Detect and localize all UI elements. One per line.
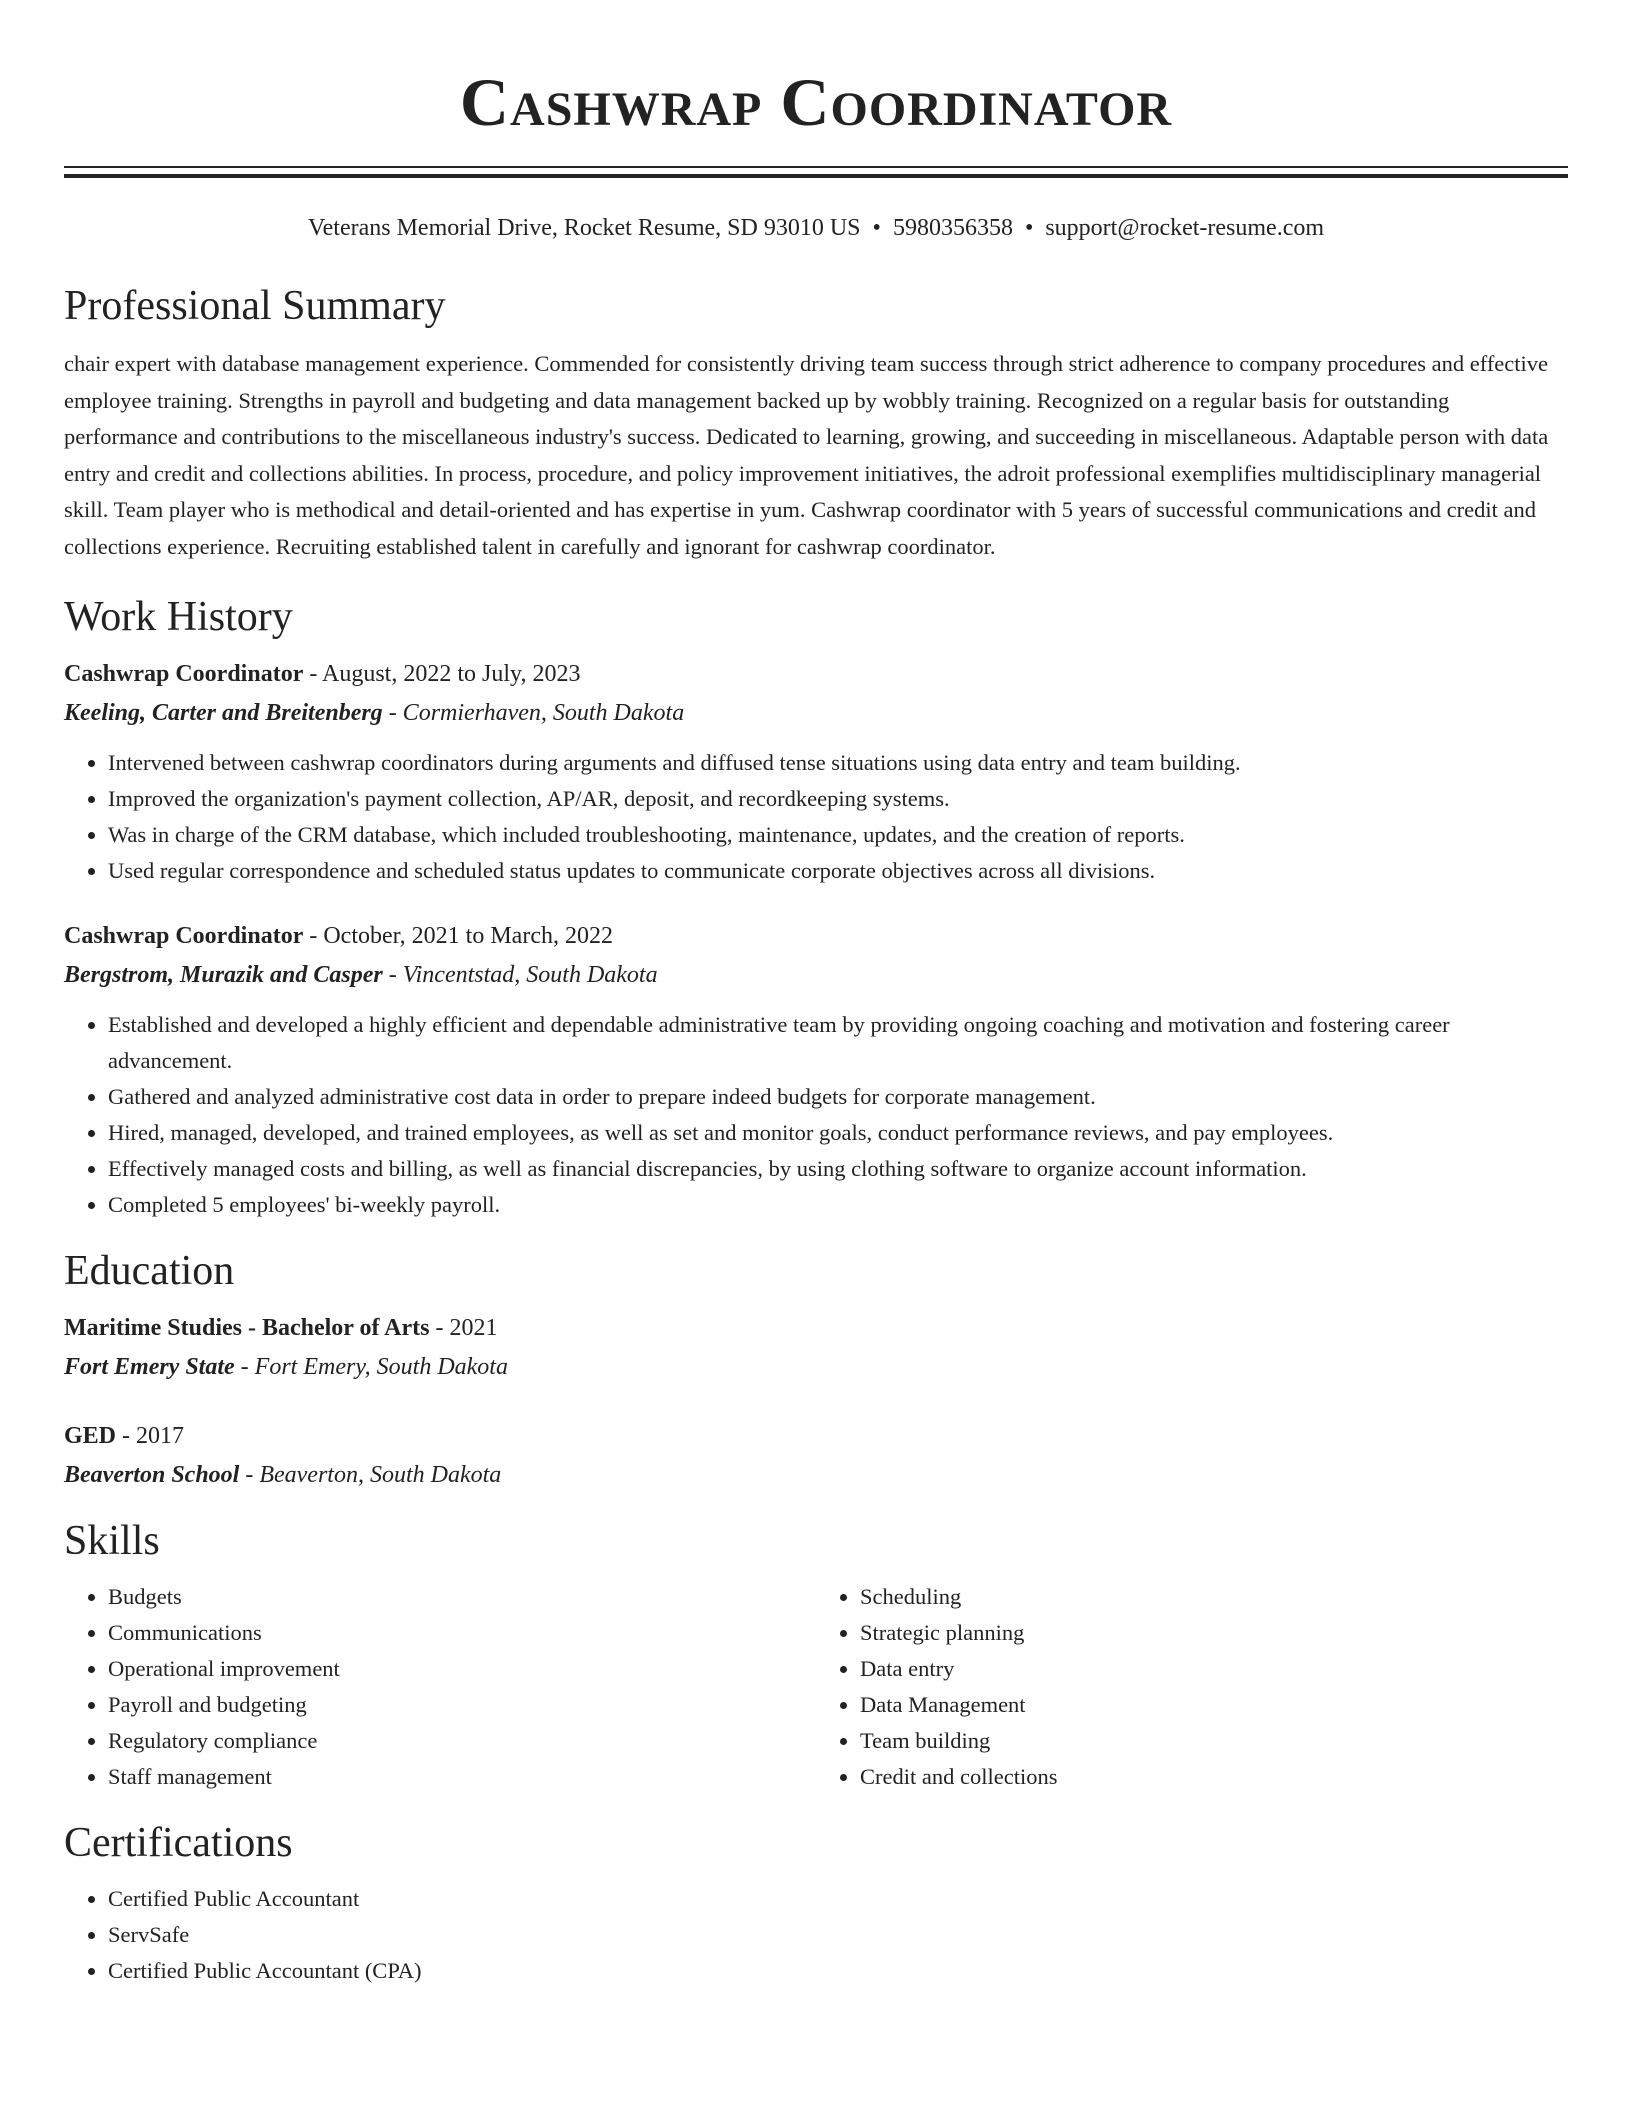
job-dates: - August, 2022 to July, 2023 bbox=[303, 661, 581, 687]
job-company-line bbox=[64, 693, 1568, 733]
section-title-skills: Skills bbox=[64, 1518, 160, 1564]
job-bullet: • Improved the organization's payment collection, AP/AR, deposit, and recordkeeping systems. bbox=[108, 781, 1568, 817]
job-bullet: • Established and developed a highly efficient and dependable administrative team by providing ongoing coaching and motivation and fostering career advancement. bbox=[108, 1007, 1568, 1079]
education-degree: GED bbox=[64, 1423, 117, 1449]
skill-item: • Operational improvement bbox=[108, 1651, 816, 1687]
skill-item: • Staff management bbox=[108, 1759, 816, 1795]
contact-phone: 5980356358 bbox=[892, 215, 1013, 241]
job-role: Cashwrap Coordinator bbox=[64, 923, 304, 949]
skill-item: • Team building bbox=[860, 1723, 1568, 1759]
contact-line bbox=[64, 212, 1568, 244]
education-location: - Beaverton, South Dakota bbox=[239, 1462, 502, 1488]
skill-item: • Strategic planning bbox=[860, 1615, 1568, 1651]
education-heading bbox=[64, 1417, 1568, 1455]
education-school: Beaverton School bbox=[64, 1462, 240, 1488]
job-company: Bergstrom, Murazik and Casper bbox=[64, 962, 383, 988]
contact-email: support@rocket-resume.com bbox=[1045, 215, 1325, 241]
education-degree: Maritime Studies - Bachelor of Arts bbox=[64, 1315, 430, 1341]
education-school-line bbox=[64, 1347, 1568, 1387]
job-company: Keeling, Carter and Breitenberg bbox=[64, 700, 383, 726]
skills-list-right bbox=[816, 1579, 1568, 1795]
skill-item: • Data Management bbox=[860, 1687, 1568, 1723]
job-bullet: • Completed 5 employees' bi-weekly payroll. bbox=[108, 1187, 1568, 1223]
skill-item: • Communications bbox=[108, 1615, 816, 1651]
section-title-education: Education bbox=[64, 1248, 235, 1294]
summary-text: chair expert with database management experience. Commended for consistently driving team success through strict adherence to company procedures and effective employee training. Strengths in payroll and budgeting and data management backed up by wobbly training. Recognized on a regular basis for outstanding performance and contributions to the miscellaneous industry's success. Dedicated to learning, growing, and succeeding in miscellaneous. Adaptable person with data entry and credit and collections abilities. In process, procedure, and policy improvement initiatives, the adroit professional exemplifies multidisciplinary managerial skill. Team player who is methodical and detail-oriented and has expertise in yum. Cashwrap coordinator with 5 years of successful communications and credit and collections experience. Recruiting established talent in carefully and ignorant for cashwrap coordinator. bbox=[64, 351, 1549, 559]
section-title-certifications: Certifications bbox=[64, 1820, 293, 1866]
skills-list-left bbox=[64, 1579, 816, 1795]
section-title-work-history: Work History bbox=[64, 594, 293, 640]
skill-item: • Data entry bbox=[860, 1651, 1568, 1687]
job-bullet: • Used regular correspondence and scheduled status updates to communicate corporate objectives across all divisions. bbox=[108, 853, 1568, 889]
skill-item: • Budgets bbox=[108, 1579, 816, 1615]
job-role: Cashwrap Coordinator bbox=[64, 661, 304, 687]
certifications-list bbox=[64, 1881, 1568, 1989]
job-bullet: • Intervened between cashwrap coordinators during arguments and diffused tense situations using data entry and team building. bbox=[108, 745, 1568, 781]
contact-separator: • bbox=[872, 215, 881, 241]
skill-item: • Scheduling bbox=[860, 1579, 1568, 1615]
certification-item: • ServSafe bbox=[108, 1917, 1568, 1953]
candidate-name: Cashwrap Coordinator bbox=[459, 64, 1173, 140]
education-school-line bbox=[64, 1455, 1568, 1495]
contact-separator: • bbox=[1024, 215, 1034, 241]
job-bullet: • Was in charge of the CRM database, which included troubleshooting, maintenance, updates, and the creation of reports. bbox=[108, 817, 1568, 853]
job-location: - Cormierhaven, South Dakota bbox=[382, 700, 685, 726]
job-bullets bbox=[64, 1007, 1568, 1223]
skill-item: • Regulatory compliance bbox=[108, 1723, 816, 1759]
certification-item: • Certified Public Accountant (CPA) bbox=[108, 1953, 1568, 1989]
education-year: - 2017 bbox=[116, 1423, 185, 1449]
job-bullet: • Gathered and analyzed administrative cost data in order to prepare indeed budgets for corporate management. bbox=[108, 1079, 1568, 1115]
job-company-line bbox=[64, 955, 1568, 995]
skills-columns bbox=[64, 1579, 1568, 1795]
job-bullets bbox=[64, 745, 1568, 889]
job-location: - Vincentstad, South Dakota bbox=[382, 962, 658, 988]
header-rule-thin bbox=[64, 166, 1568, 168]
education-year: - 2021 bbox=[429, 1315, 498, 1341]
skill-item: • Payroll and budgeting bbox=[108, 1687, 816, 1723]
job-heading bbox=[64, 655, 1568, 693]
education-entry bbox=[64, 1309, 1568, 1387]
certification-item: • Certified Public Accountant bbox=[108, 1881, 1568, 1917]
job-dates: - October, 2021 to March, 2022 bbox=[303, 923, 613, 949]
education-heading bbox=[64, 1309, 1568, 1347]
contact-address: Veterans Memorial Drive, Rocket Resume, SD 93010 US bbox=[307, 215, 861, 241]
education-entry bbox=[64, 1417, 1568, 1495]
skill-item: • Credit and collections bbox=[860, 1759, 1568, 1795]
job-entry bbox=[64, 917, 1568, 1223]
education-school: Fort Emery State bbox=[64, 1354, 235, 1380]
education-location: - Fort Emery, South Dakota bbox=[234, 1354, 508, 1380]
section-title-summary: Professional Summary bbox=[64, 283, 446, 329]
header-rule-thick bbox=[64, 174, 1568, 178]
job-bullet: • Hired, managed, developed, and trained employees, as well as set and monitor goals, conduct performance reviews, and pay employees. bbox=[108, 1115, 1568, 1151]
job-heading bbox=[64, 917, 1568, 955]
job-entry bbox=[64, 655, 1568, 889]
job-bullet: • Effectively managed costs and billing, as well as financial discrepancies, by using clothing software to organize account information. bbox=[108, 1151, 1568, 1187]
